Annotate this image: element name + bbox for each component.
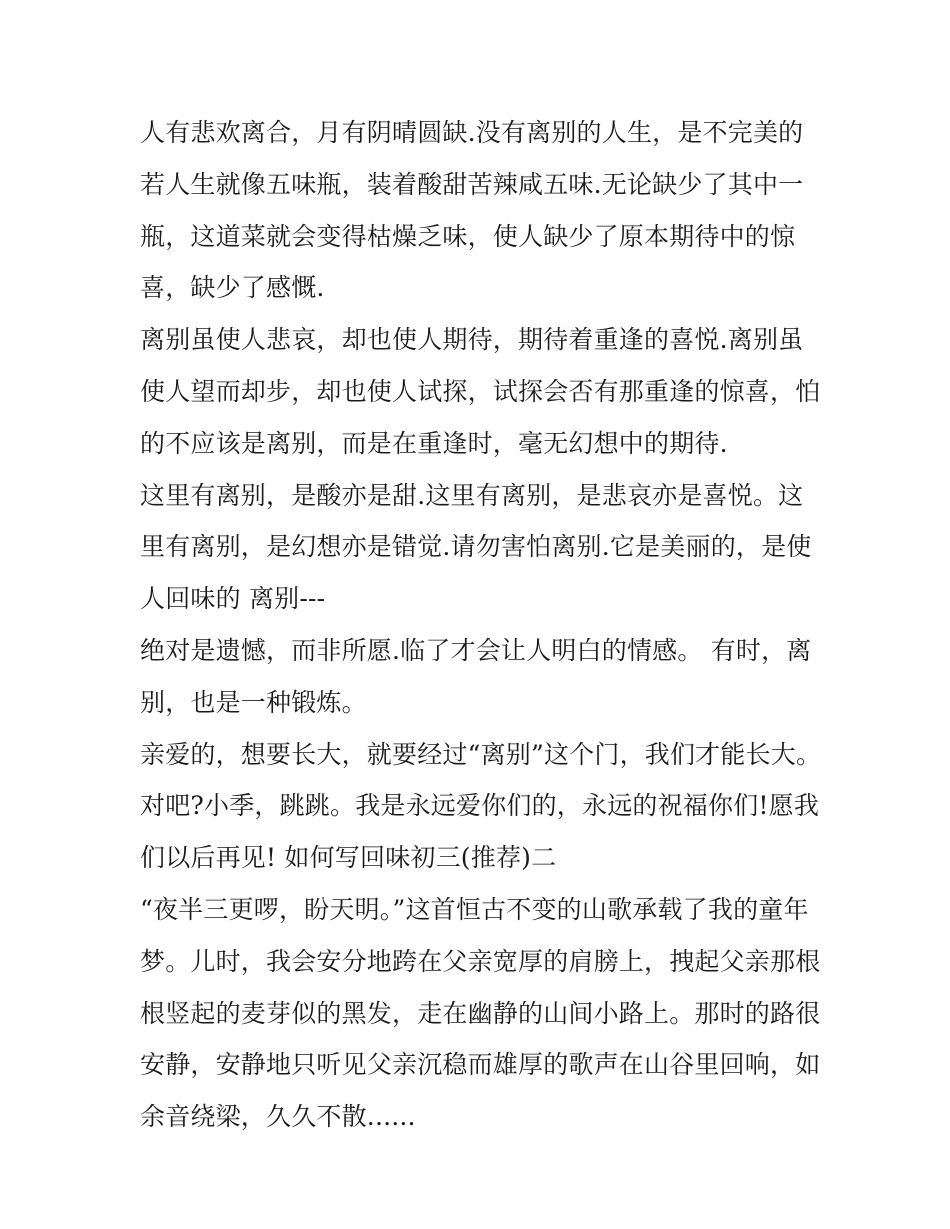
text-line: 喜，缺少了感慨. (140, 273, 325, 303)
text-line: “夜半三更啰，盼天明。”这首恒古不变的山歌承载了我的童年 (140, 894, 809, 924)
text-line: 若人生就像五味瓶，装着酸甜苦辣咸五味.无论缺少了其中一 (140, 169, 804, 199)
text-line: 亲爱的，想要长大，就要经过“离别”这个门，我们才能长大。 (140, 739, 822, 769)
text-line: 余音绕梁，久久不散...... (140, 1102, 416, 1132)
text-line: 安静，安静地只听见父亲沉稳而雄厚的歌声在山谷里回响，如 (140, 1050, 821, 1080)
text-line: 里有离别，是幻想亦是错觉.请勿害怕离别.它是美丽的，是使 (140, 532, 812, 562)
text-line: 梦。儿时，我会安分地跨在父亲宽厚的肩膀上，拽起父亲那根 (140, 946, 821, 976)
text-line: 的不应该是离别，而是在重逢时，毫无幻想中的期待. (140, 428, 728, 458)
text-line: 人有悲欢离合，月有阴晴圆缺.没有离别的人生，是不完美的 (140, 118, 804, 147)
text-line: 对吧?小季，跳跳。我是永远爱你们的，永远的祝福你们!愿我 (140, 791, 820, 821)
text-line: 们以后再见! 如何写回味初三(推荐)二 (140, 843, 557, 873)
text-line: 使人望而却步，却也使人试探，试探会否有那重逢的惊喜，怕 (140, 376, 821, 406)
text-line: 绝对是遗憾，而非所愿.临了才会让人明白的情感。 有时，离 (140, 635, 812, 665)
text-line: 这里有离别，是酸亦是甜.这里有离别，是悲哀亦是喜悦。这 (140, 480, 804, 510)
text-line: 瓶，这道菜就会变得枯燥乏味，使人缺少了原本期待中的惊 (140, 221, 796, 251)
text-line: 离别虽使人悲哀，却也使人期待，期待着重逢的喜悦.离别虽 (140, 325, 804, 355)
text-line: 人回味的 离别--- (140, 584, 326, 614)
text-line: 别，也是一种锻炼。 (140, 687, 367, 717)
document-body (140, 107, 825, 1143)
text-line: 根竖起的麦芽似的黑发，走在幽静的山间小路上。那时的路很 (140, 998, 821, 1028)
